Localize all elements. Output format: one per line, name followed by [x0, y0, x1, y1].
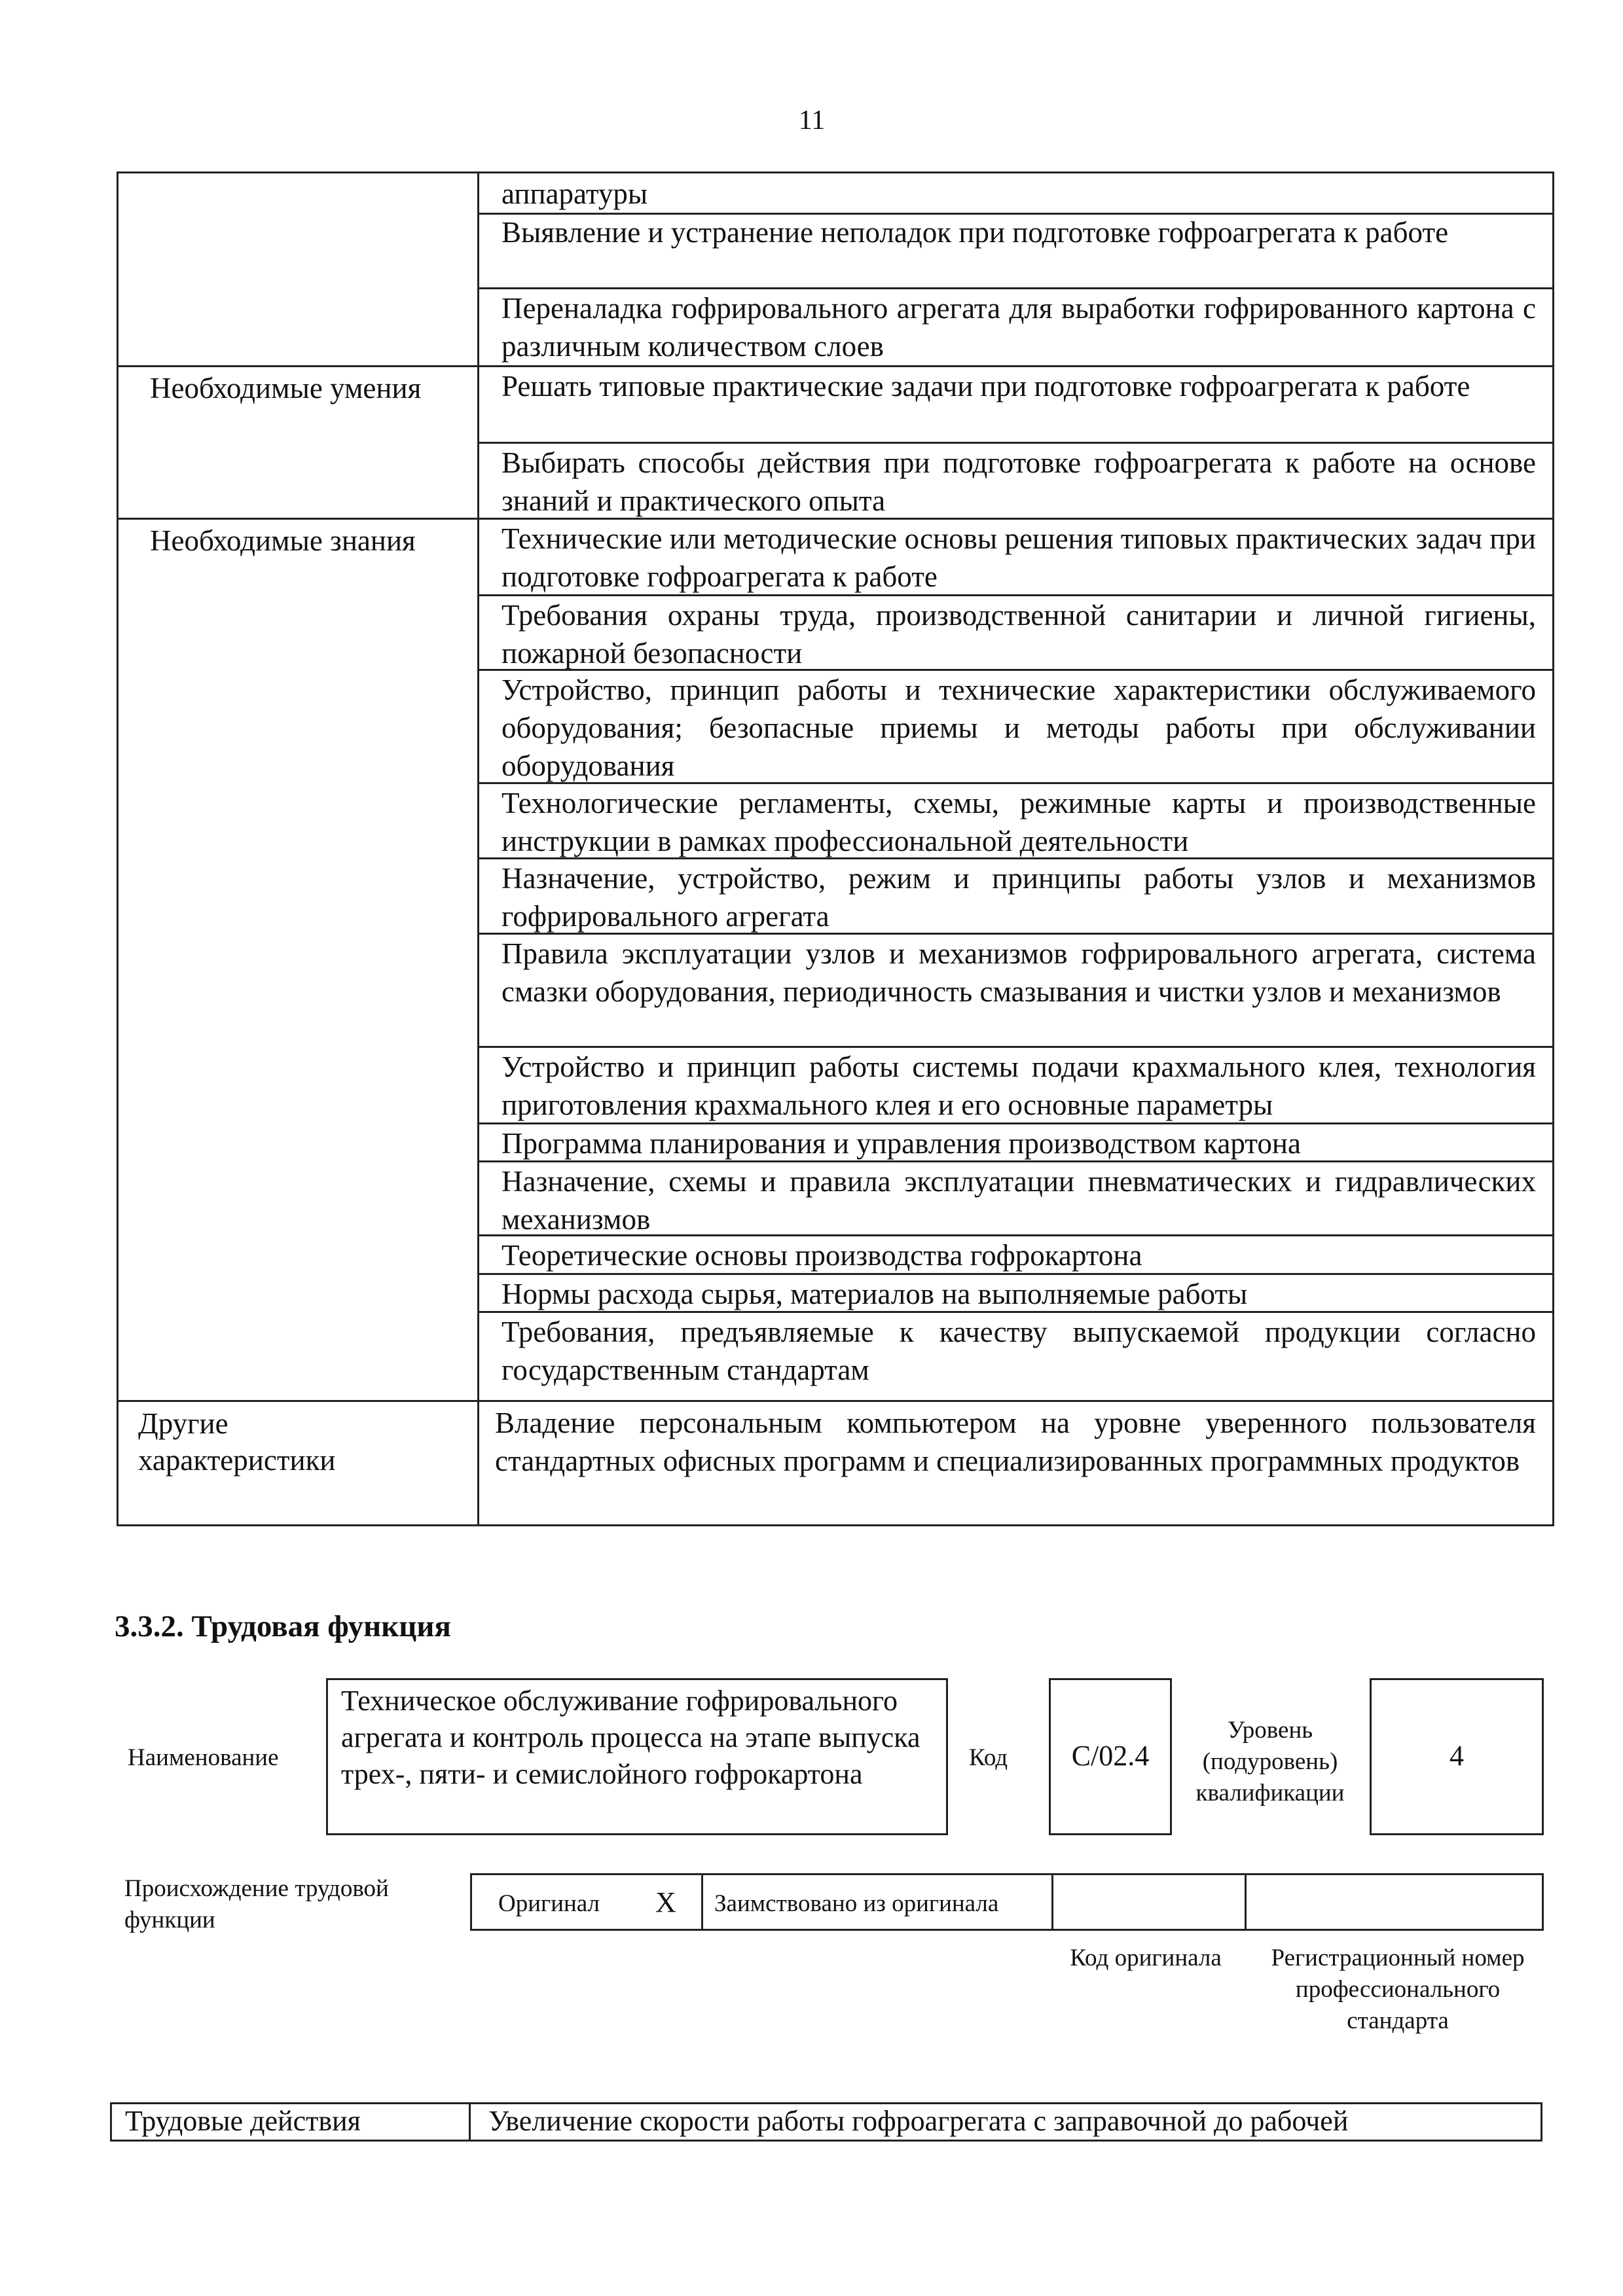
cell-item: Технологические регламенты, схемы, режимные карты и производственные инструкции в рамках профессиональной деятельности — [501, 787, 1536, 857]
label-knowledge: Необходимые знания — [150, 524, 416, 557]
actions-item: Увеличение скорости работы гофроагрегата с заправочной до рабочей — [488, 2105, 1349, 2137]
cell-item: Выбирать способы действия при подготовке гофроагрегата к работе на основе знаний и практического опыта — [501, 446, 1536, 517]
cell-item: Назначение, схемы и правила эксплуатации пневматических и гидравлических механизмов — [501, 1165, 1536, 1236]
level-value: 4 — [1450, 1740, 1464, 1772]
code-value-box — [1049, 1678, 1172, 1835]
cell-item: Владение персональным компьютером на уровне уверенного пользователя стандартных офисных программ и специализированных программных продуктов — [495, 1407, 1536, 1477]
name-value: Техническое обслуживание гофрировального агрегата и контроль процесса на этапе выпуска трех-, пяти- и семислойного гофрокартона — [341, 1685, 921, 1790]
level-value-box — [1370, 1678, 1544, 1835]
cell-item: аппаратуры — [501, 177, 648, 210]
cell-item: Назначение, устройство, режим и принципы работы узлов и механизмов гофрировального агрегата — [501, 862, 1536, 933]
label-other: Другие характеристики — [138, 1407, 336, 1477]
cell-item: Требования, предъявляемые к качеству выпускаемой продукции согласно государственным стандартам — [501, 1316, 1536, 1386]
cell-item: Программа планирования и управления производством картона — [501, 1127, 1301, 1160]
column-divider — [477, 173, 479, 1524]
labor-actions-table — [110, 2102, 1542, 2142]
cell-item: Нормы расхода сырья, материалов на выполняемые работы — [501, 1278, 1248, 1310]
cell-item: Устройство и принцип работы системы подачи крахмального клея, технология приготовления крахмального клея и его основные параметры — [501, 1050, 1536, 1121]
cell-item: Решать типовые практические задачи при подготовке гофроагрегата к работе — [501, 370, 1470, 403]
actions-label: Трудовые действия — [125, 2105, 361, 2137]
page-number: 11 — [798, 105, 826, 135]
cell-item: Переналадка гофрировального агрегата для выработки гофрированного картона с различным количеством слоев — [501, 292, 1536, 363]
borrowed-label: Заимствовано из оригинала — [714, 1890, 999, 1917]
section-title: 3.3.2. Трудовая функция — [115, 1609, 451, 1643]
label-skills: Необходимые умения — [150, 372, 422, 404]
cell-item: Требования охраны труда, производственной санитарии и личной гигиены, пожарной безопасности — [501, 599, 1536, 670]
requirements-table — [117, 171, 1554, 1526]
name-label: Наименование — [128, 1744, 279, 1771]
code-value: С/02.4 — [1071, 1740, 1150, 1772]
name-value-box — [326, 1678, 948, 1835]
cell-item: Правила эксплуатации узлов и механизмов гофрировального агрегата, система смазки оборудования, периодичность смазывания и чистки узлов и механизмов — [501, 937, 1536, 1008]
cell-item: Технические или методические основы решения типовых практических задач при подготовке гофроагрегата к работе — [501, 522, 1536, 593]
reg-number-caption: Регистрационный номер профессионального стандарта — [1271, 1945, 1525, 2034]
row-separator — [119, 1400, 1552, 1402]
cell-item: Теоретические основы производства гофрокартона — [501, 1239, 1142, 1272]
original-label: Оригинал — [498, 1890, 600, 1917]
code-original-caption: Код оригинала — [1070, 1945, 1222, 1971]
origin-table — [470, 1873, 1544, 1931]
cell-item: Выявление и устранение неполадок при подготовке гофроагрегата к работе — [501, 216, 1449, 249]
origin-label: Происхождение трудовой функции — [124, 1875, 389, 1933]
level-label: Уровень (подуровень) квалификации — [1195, 1717, 1345, 1806]
original-mark: X — [655, 1886, 676, 1918]
cell-item: Устройство, принцип работы и технические характеристики обслуживаемого оборудования; безопасные приемы и методы работы при обслуживании оборудования — [501, 673, 1536, 782]
code-label: Код — [969, 1744, 1008, 1771]
